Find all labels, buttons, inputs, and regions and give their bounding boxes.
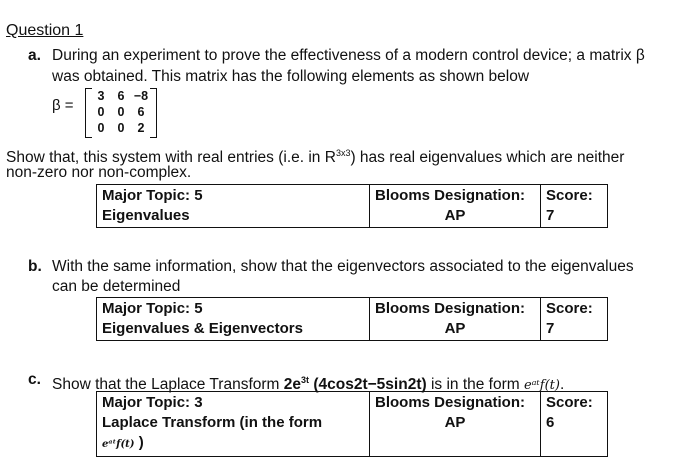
blooms-label: Blooms Designation: xyxy=(375,300,526,317)
topic-name-form xyxy=(102,433,364,455)
score: Score: 6 xyxy=(546,394,593,431)
topic-name: Laplace Transform (in the form xyxy=(102,414,323,431)
topic-cell xyxy=(97,185,370,228)
question-title: Question 1 xyxy=(6,22,84,39)
score: Score: 7 xyxy=(546,300,593,337)
part-b-info-table xyxy=(96,297,608,341)
part-b-label: b. xyxy=(28,258,42,275)
blooms-value: AP xyxy=(444,207,466,224)
major-topic: Major Topic: 5 xyxy=(102,187,203,204)
matrix-cell: 0 xyxy=(117,121,125,135)
topic-name: Eigenvalues xyxy=(102,207,190,224)
beta-matrix xyxy=(85,88,157,138)
blooms-label: Blooms Designation: xyxy=(375,394,526,411)
show-post: ) has real eigenvalues which are neither xyxy=(350,149,625,167)
matrix-cell: −8 xyxy=(133,89,149,103)
topic-cell xyxy=(97,392,370,457)
part-b-line2: can be determined xyxy=(52,278,181,295)
matrix-right-bracket xyxy=(150,88,157,138)
matrix-cell: 6 xyxy=(117,89,125,103)
topic-name: Eigenvalues & Eigenvectors xyxy=(102,320,303,337)
beta-label: β = xyxy=(52,97,74,114)
matrix-cell: 2 xyxy=(137,121,145,135)
blooms-label: Blooms Designation: xyxy=(375,187,526,204)
matrix-cell: 0 xyxy=(117,105,125,119)
blooms-value: AP xyxy=(444,414,466,431)
matrix-cell: 0 xyxy=(97,121,105,135)
score-cell xyxy=(541,392,608,457)
part-a-info-table xyxy=(96,184,608,228)
part-c-info-table xyxy=(96,391,608,457)
score-cell xyxy=(541,185,608,228)
topic-cell xyxy=(97,298,370,341)
part-c-mid: is in the form xyxy=(426,376,524,394)
score-cell xyxy=(541,298,608,341)
part-c-end: . xyxy=(559,376,565,394)
blooms-value: AP xyxy=(444,320,466,337)
blooms-cell xyxy=(370,392,541,457)
form-expression: eᵃᵗf(t) xyxy=(523,378,560,394)
expr-base: 2e xyxy=(283,376,302,394)
blooms-cell xyxy=(370,298,541,341)
matrix-body xyxy=(91,88,151,136)
blooms-cell xyxy=(370,185,541,228)
matrix-cell: 0 xyxy=(97,105,105,119)
part-a-show-line2: non-zero nor non-complex. xyxy=(6,164,192,181)
matrix-cell: 3 xyxy=(97,89,105,103)
expr-rest: (4cos2t−5sin2t) xyxy=(309,376,427,394)
part-c-label: c. xyxy=(28,371,41,388)
expr-sup: 3t xyxy=(301,375,310,385)
major-topic: Major Topic: 5 xyxy=(102,300,203,317)
form-expression-small: eᵃᵗf(t) xyxy=(102,439,135,450)
part-a-line1: During an experiment to prove the effectiveness of a modern control device; a matrix β xyxy=(52,47,645,64)
part-a-label: a. xyxy=(28,47,41,64)
matrix-cell: 6 xyxy=(137,105,145,119)
part-b-line1: With the same information, show that the eigenvectors associated to the eigenvalues xyxy=(52,258,634,275)
score: Score: 7 xyxy=(546,187,593,224)
major-topic: Major Topic: 3 xyxy=(102,394,203,411)
part-c-pre: Show that the Laplace Transform xyxy=(52,376,284,394)
close-paren: ) xyxy=(138,434,144,451)
part-a-line2: was obtained. This matrix has the following elements as shown below xyxy=(52,68,530,85)
show-sup: 3x3 xyxy=(335,148,351,158)
show-pre: Show that, this system with real entries (i.e. in R xyxy=(6,149,336,167)
